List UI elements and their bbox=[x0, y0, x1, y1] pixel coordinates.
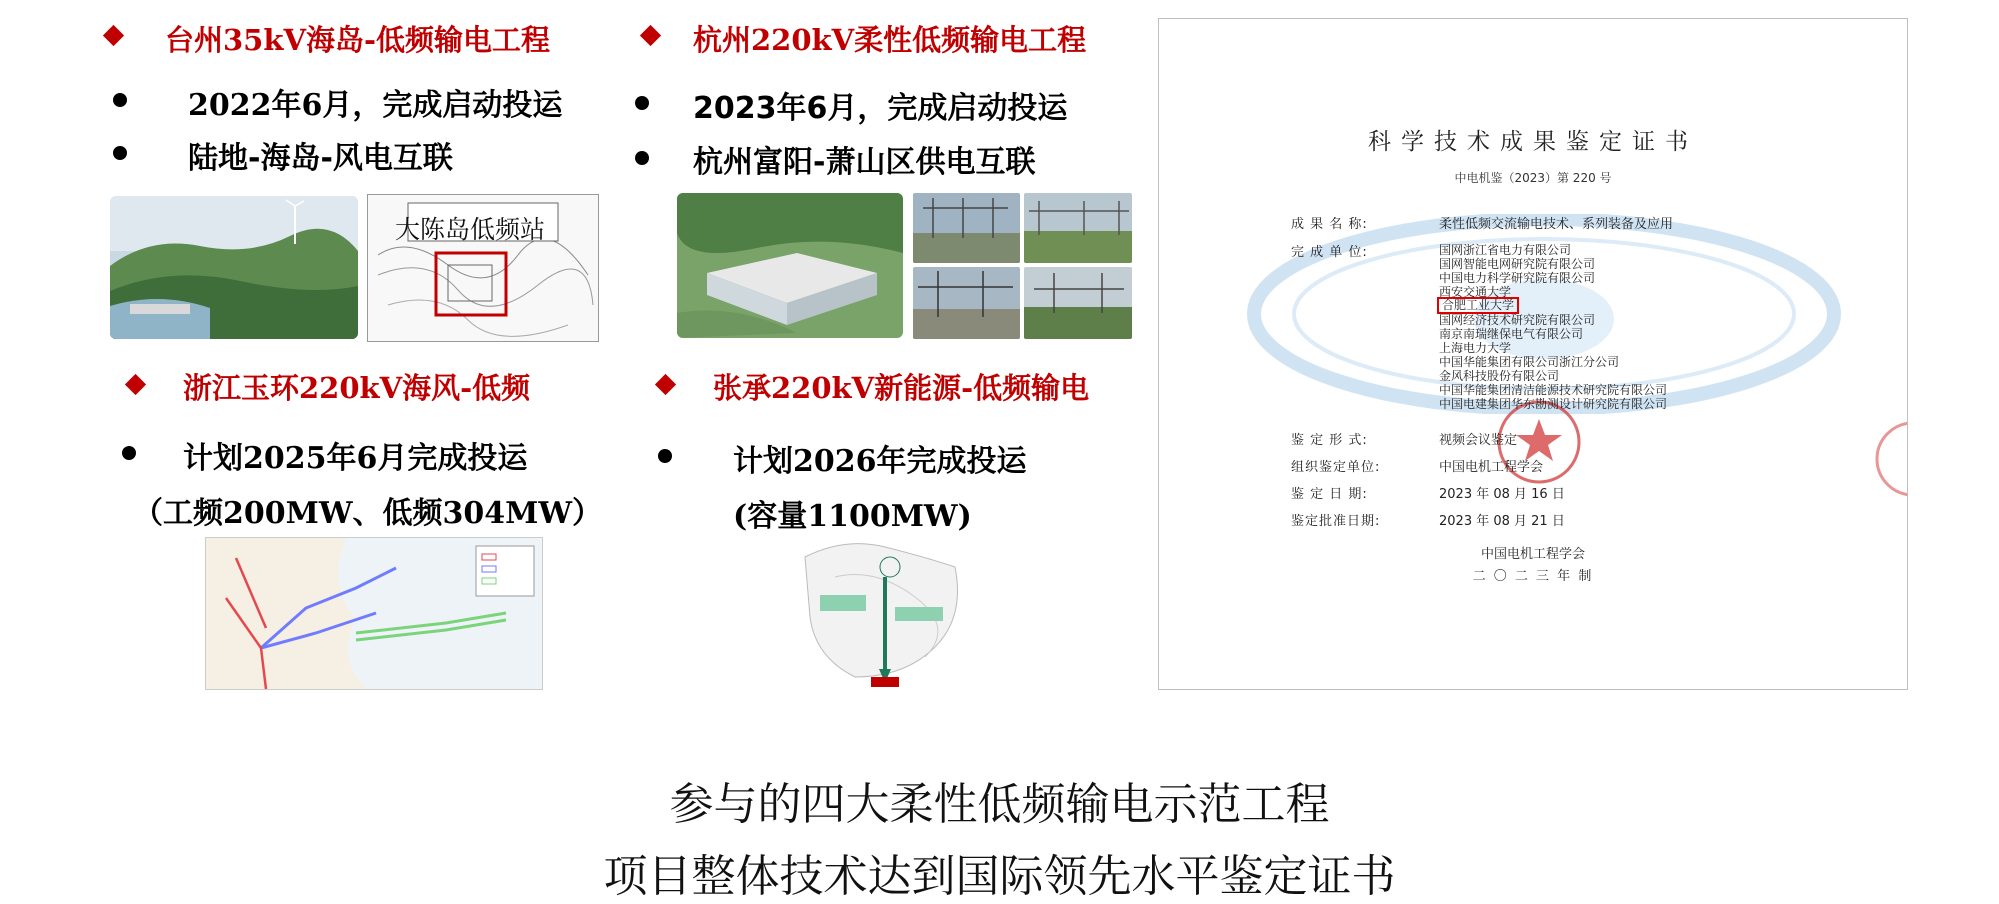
unit-item: 国网经济技术研究院有限公司 bbox=[1439, 313, 1596, 327]
unit-item: 中国电力科学研究院有限公司 bbox=[1439, 271, 1596, 285]
project-line: 杭州富阳-萧山区供电互联 bbox=[693, 145, 1036, 180]
unit-item: 国网浙江省电力有限公司 bbox=[1439, 243, 1572, 257]
org-value: 中国电机工程学会 bbox=[1439, 460, 1544, 475]
diamond-bullet-icon bbox=[655, 374, 676, 395]
station-label: 大陈岛低频站 bbox=[395, 215, 546, 244]
project-title: 台州35kV海岛-低频输电工程 bbox=[165, 23, 550, 57]
footer-year: 二 〇 二 三 年 制 bbox=[1472, 569, 1594, 584]
project-line: 计划2026年完成投运 bbox=[733, 444, 1027, 479]
footer-org: 中国电机工程学会 bbox=[1480, 547, 1585, 562]
unit-item: 中国华能集团有限公司浙江分公司 bbox=[1439, 355, 1620, 369]
project-title: 张承220kV新能源-低频输电 bbox=[713, 371, 1090, 405]
diamond-bullet-icon bbox=[640, 25, 661, 46]
substation-photo bbox=[1024, 267, 1132, 339]
certificate-number: 中电机鉴（2023）第 220 号 bbox=[1454, 171, 1612, 185]
unit-item-highlighted: 合肥工业大学 bbox=[1437, 297, 1519, 314]
substation-photo bbox=[913, 193, 1020, 263]
approve-date-value: 2023 年 08 月 21 日 bbox=[1439, 514, 1565, 529]
project-line: （工频200MW、低频304MW） bbox=[133, 496, 603, 531]
org-label: 组织鉴定单位: bbox=[1291, 460, 1381, 475]
form-label: 鉴 定 形 式: bbox=[1291, 433, 1368, 448]
diamond-bullet-icon bbox=[125, 374, 146, 395]
project-line: 2023年6月，完成启动投运 bbox=[693, 91, 1068, 126]
unit-item: 中国电建集团华东勘测设计研究院有限公司 bbox=[1439, 397, 1668, 411]
bullet-icon bbox=[113, 93, 127, 107]
unit-item: 南京南瑞继保电气有限公司 bbox=[1439, 327, 1584, 341]
project-line: 陆地-海岛-风电互联 bbox=[188, 141, 453, 176]
caption-line-1: 参与的四大柔性低频输电示范工程 bbox=[669, 779, 1330, 830]
bullet-icon bbox=[113, 146, 127, 160]
station-rendering bbox=[677, 193, 903, 338]
project-title: 杭州220kV柔性低频输电工程 bbox=[693, 23, 1087, 57]
substation-photo bbox=[1024, 193, 1132, 263]
bullet-icon bbox=[122, 446, 136, 460]
edge-seal bbox=[1871, 414, 1908, 504]
project-line: 2022年6月，完成启动投运 bbox=[188, 88, 563, 123]
date-value: 2023 年 08 月 16 日 bbox=[1439, 487, 1565, 502]
appraisal-certificate bbox=[1158, 18, 1908, 690]
yuhuan-grid-map bbox=[205, 537, 543, 690]
island-photo bbox=[110, 196, 358, 339]
result-name: 柔性低频交流输电技术、系列装备及应用 bbox=[1439, 217, 1674, 232]
unit-item: 中国华能集团清洁能源技术研究院有限公司 bbox=[1439, 383, 1668, 397]
bullet-icon bbox=[635, 151, 649, 165]
form-value: 视频会议鉴定 bbox=[1439, 433, 1518, 448]
caption-line-2: 项目整体技术达到国际领先水平鉴定证书 bbox=[603, 851, 1396, 902]
substation-photo bbox=[913, 267, 1020, 339]
zhangcheng-route-map bbox=[795, 537, 973, 688]
project-line: 计划2025年6月完成投运 bbox=[183, 441, 528, 476]
project-line: (容量1100MW) bbox=[733, 499, 972, 534]
bullet-icon bbox=[635, 96, 649, 110]
units-label: 完 成 单 位: bbox=[1291, 245, 1368, 260]
diamond-bullet-icon bbox=[103, 25, 124, 46]
project-title: 浙江玉环220kV海风-低频 bbox=[183, 371, 531, 405]
unit-item: 金风科技股份有限公司 bbox=[1439, 369, 1560, 383]
certificate-title: 科学技术成果鉴定证书 bbox=[1368, 129, 1698, 155]
approve-date-label: 鉴定批准日期: bbox=[1291, 514, 1381, 529]
unit-item: 上海电力大学 bbox=[1439, 341, 1512, 355]
unit-item: 国网智能电网研究院有限公司 bbox=[1439, 257, 1596, 271]
bullet-icon bbox=[658, 449, 672, 463]
date-label: 鉴 定 日 期: bbox=[1291, 487, 1368, 502]
result-name-label: 成 果 名 称: bbox=[1291, 217, 1368, 232]
unit-item: 西安交通大学 bbox=[1439, 285, 1512, 299]
